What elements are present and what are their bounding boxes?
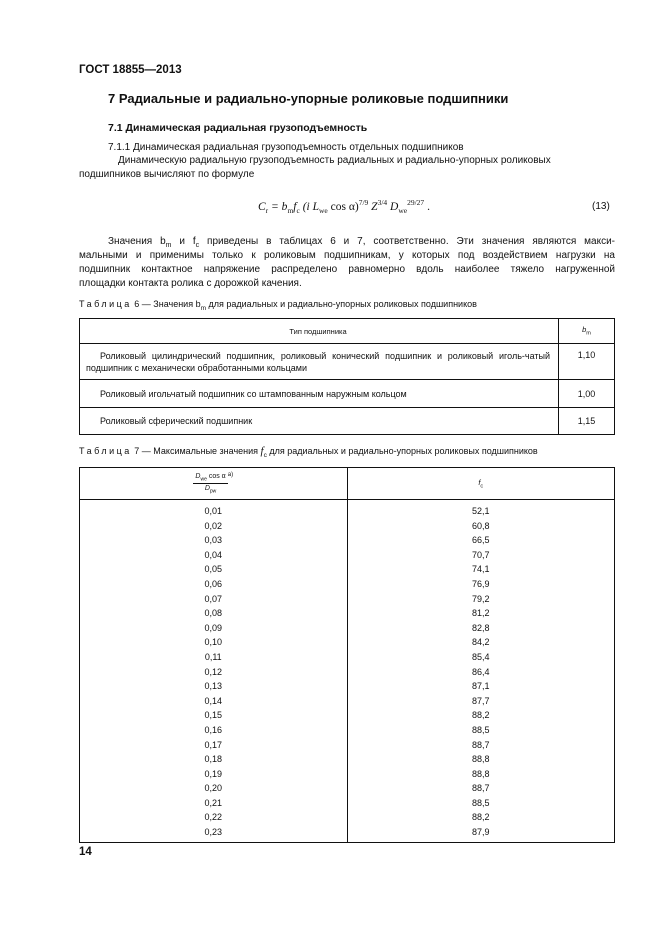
table6-cell-value: 1,00 bbox=[559, 380, 615, 408]
table7-fc-cell: 84,2 bbox=[471, 637, 490, 648]
table7-ratio-cell: 0,12 bbox=[204, 666, 223, 677]
ratio-den-d: D bbox=[204, 485, 210, 493]
formula-exp3: 29/27 bbox=[407, 198, 425, 207]
table7-fc-cell: 88,5 bbox=[471, 724, 490, 735]
document-header: ГОСТ 18855—2013 bbox=[79, 64, 182, 76]
table7-fc-cell: 88,5 bbox=[471, 797, 490, 808]
table7-caption-text: 7 — Максимальные значения bbox=[131, 446, 261, 456]
table7-ratio-cell: 0,15 bbox=[204, 710, 223, 721]
ratio-list bbox=[80, 504, 347, 840]
table7-caption bbox=[79, 445, 538, 459]
ratio-footnote-mark: a) bbox=[227, 472, 234, 479]
table7-ratio-cell: 0,01 bbox=[204, 506, 223, 516]
table6-cell-type: Роликовый сферический подшипник bbox=[80, 408, 559, 435]
table7-ratio-cell: 0,20 bbox=[204, 783, 223, 794]
table6-caption-sub: m bbox=[200, 304, 207, 312]
table6-cell-value: 1,15 bbox=[559, 408, 615, 435]
formula-fc-sub: c bbox=[296, 206, 300, 216]
formula-z: Z bbox=[368, 200, 378, 213]
table7-fc-cell: 87,7 bbox=[471, 695, 490, 706]
table6-header-row bbox=[80, 319, 615, 344]
table7-ratio-cell: 0,03 bbox=[204, 535, 223, 546]
table6-col-type: Тип подшипника bbox=[80, 319, 559, 344]
table7-body-row bbox=[80, 500, 615, 843]
table7-ratio-cell: 0,05 bbox=[204, 564, 223, 575]
table-row bbox=[80, 408, 615, 435]
table7-ratio-cell: 0,18 bbox=[204, 754, 223, 765]
ratio-fraction bbox=[193, 473, 227, 495]
table7-ratio-cell: 0,08 bbox=[204, 608, 223, 619]
table-7 bbox=[79, 467, 615, 843]
table6-col-bm-sub: m bbox=[586, 330, 591, 337]
table7-caption-rest: для радиальных и радиально-упорных роликовых подшипников bbox=[266, 446, 538, 456]
table7-ratio-cell: 0,11 bbox=[204, 651, 222, 662]
formula-exp1: 7/9 bbox=[358, 198, 369, 207]
table7-caption-label: Таблица bbox=[79, 446, 132, 456]
table7-ratio-cell: 0,14 bbox=[204, 695, 223, 706]
table6-caption-rest: для радиальных и радиально-упорных роликовых подшипников bbox=[206, 299, 477, 309]
p3-part-a: Значения b bbox=[108, 236, 166, 247]
table7-fc-cell: 88,2 bbox=[471, 710, 490, 721]
table-row bbox=[80, 344, 615, 380]
formula-lhs-sub: r bbox=[265, 206, 269, 216]
ratio-num-d: D bbox=[195, 472, 201, 480]
table6-cell-type: Роликовый цилиндрический подшипник, роликовый конический подшипник и роликовый иголь-чатый подшипник с механически обработанными кольцами bbox=[80, 344, 559, 380]
formula-f: f bbox=[293, 200, 297, 213]
ratio-num-cos: cos α bbox=[206, 472, 226, 480]
fc-list bbox=[348, 504, 615, 840]
table7-fc-cell: 88,8 bbox=[471, 754, 490, 765]
subsection-title: 7.1 Динамическая радиальная грузоподъемность bbox=[108, 122, 368, 134]
table7-fc-cell: 60,8 bbox=[471, 520, 490, 531]
p3-sub-m: m bbox=[165, 242, 172, 249]
table7-ratio-cell: 0,07 bbox=[204, 593, 223, 604]
table7-fc-cell: 70,7 bbox=[471, 549, 490, 560]
formula-d: D bbox=[387, 200, 399, 213]
table-6 bbox=[79, 318, 615, 435]
p3-part-c: приведены в таблицах 6 и 7, соответственно. Эти значения являются макси- bbox=[199, 236, 615, 247]
table7-ratio-cell: 0,04 bbox=[204, 549, 223, 560]
ratio-denominator bbox=[193, 484, 227, 494]
formula-d-sub: we bbox=[398, 206, 408, 216]
table7-ratio-column bbox=[80, 500, 348, 843]
table7-ratio-cell: 0,10 bbox=[204, 637, 223, 648]
formula-13 bbox=[258, 198, 430, 215]
table7-fc-cell: 88,2 bbox=[471, 812, 490, 823]
formula-exp2: 3/4 bbox=[377, 198, 388, 207]
formula-eq: = b bbox=[268, 200, 288, 213]
table7-fc-cell: 74,1 bbox=[471, 564, 490, 575]
paragraph-formula-intro-2: подшипников вычисляют по формуле bbox=[79, 169, 255, 180]
table7-ratio-cell: 0,06 bbox=[204, 578, 223, 589]
table7-fc-cell: 87,9 bbox=[471, 827, 490, 838]
table7-caption-f: f bbox=[260, 445, 264, 457]
table6-caption-label: Таблица bbox=[79, 299, 132, 309]
table7-ratio-cell: 0,17 bbox=[204, 739, 223, 750]
table7-ratio-cell: 0,21 bbox=[204, 797, 223, 808]
formula-bm-sub: m bbox=[287, 206, 294, 216]
table7-fc-cell: 88,8 bbox=[471, 768, 490, 779]
p3-sub-c: c bbox=[195, 242, 200, 249]
table7-col-fc-label: f bbox=[478, 477, 481, 487]
table-row bbox=[80, 380, 615, 408]
table7-fc-cell: 87,1 bbox=[471, 681, 490, 692]
paragraph-values-line4: площадки контакта ролика с дорожкой качения. bbox=[79, 278, 302, 289]
table7-ratio-cell: 0,16 bbox=[204, 724, 223, 735]
table7-fc-cell: 76,9 bbox=[471, 578, 490, 589]
table6-col-bm bbox=[559, 319, 615, 344]
formula-dot: . bbox=[424, 200, 430, 213]
table7-ratio-cell: 0,23 bbox=[204, 827, 223, 838]
section-title: 7 Радиальные и радиально-упорные роликовые подшипники bbox=[108, 91, 509, 106]
ratio-den-sub: pw bbox=[209, 488, 217, 495]
table7-ratio-cell: 0,13 bbox=[204, 681, 223, 692]
equation-number: (13) bbox=[592, 201, 610, 212]
table6-cell-value: 1,10 bbox=[559, 344, 615, 380]
table6-caption bbox=[79, 299, 477, 312]
table7-fc-cell: 88,7 bbox=[471, 739, 490, 750]
p3-part-b: и f bbox=[171, 236, 196, 247]
table7-fc-cell: 86,4 bbox=[471, 666, 490, 677]
paragraph-formula-intro-1: Динамическую радиальную грузоподъемность радиальных и радиально-упорных роликовых bbox=[118, 155, 551, 166]
table7-col-fc bbox=[347, 468, 615, 500]
table7-fc-cell: 79,2 bbox=[471, 593, 490, 604]
table7-fc-cell: 85,4 bbox=[471, 651, 490, 662]
table7-ratio-cell: 0,22 bbox=[204, 812, 223, 823]
table7-fc-cell: 81,2 bbox=[471, 608, 490, 619]
table6-col-bm-label: b bbox=[582, 325, 587, 335]
table7-ratio-cell: 0,19 bbox=[204, 768, 223, 779]
page-number: 14 bbox=[79, 846, 92, 858]
formula-lwe-sub: we bbox=[319, 206, 328, 216]
table7-ratio-cell: 0,02 bbox=[204, 520, 223, 531]
ratio-num-sub: we bbox=[200, 476, 207, 483]
paragraph-7-1-1: 7.1.1 Динамическая радиальная грузоподъемность отдельных подшипников bbox=[108, 142, 464, 153]
table7-caption-sub: c bbox=[263, 451, 267, 459]
table7-fc-cell: 52,1 bbox=[471, 506, 490, 516]
table6-cell-type: Роликовый игольчатый подшипник со штампованным наружным кольцом bbox=[80, 380, 559, 408]
table6-caption-text: 6 — Значения b bbox=[131, 299, 201, 309]
formula-cos: cos α) bbox=[327, 200, 359, 213]
table7-fc-column bbox=[347, 500, 615, 843]
table7-fc-cell: 88,7 bbox=[471, 783, 490, 794]
table7-col-fc-sub: c bbox=[480, 483, 484, 490]
table7-header-row bbox=[80, 468, 615, 500]
formula-paren: (i L bbox=[299, 200, 319, 213]
ratio-numerator bbox=[193, 473, 227, 484]
paragraph-values-line3: подшипник контактное напряжение распределено равномерно вдоль наиболее тяжело нагруженной bbox=[79, 264, 615, 275]
formula-lhs: C bbox=[258, 200, 266, 213]
table7-col-ratio bbox=[80, 468, 348, 500]
table7-fc-cell: 66,5 bbox=[471, 535, 490, 546]
table7-ratio-cell: 0,09 bbox=[204, 622, 223, 633]
table7-fc-cell: 82,8 bbox=[471, 622, 490, 633]
paragraph-values-line2: мальными и применимы только к роликовым подшипникам, у которых под воздействием нагрузки на bbox=[79, 250, 615, 261]
